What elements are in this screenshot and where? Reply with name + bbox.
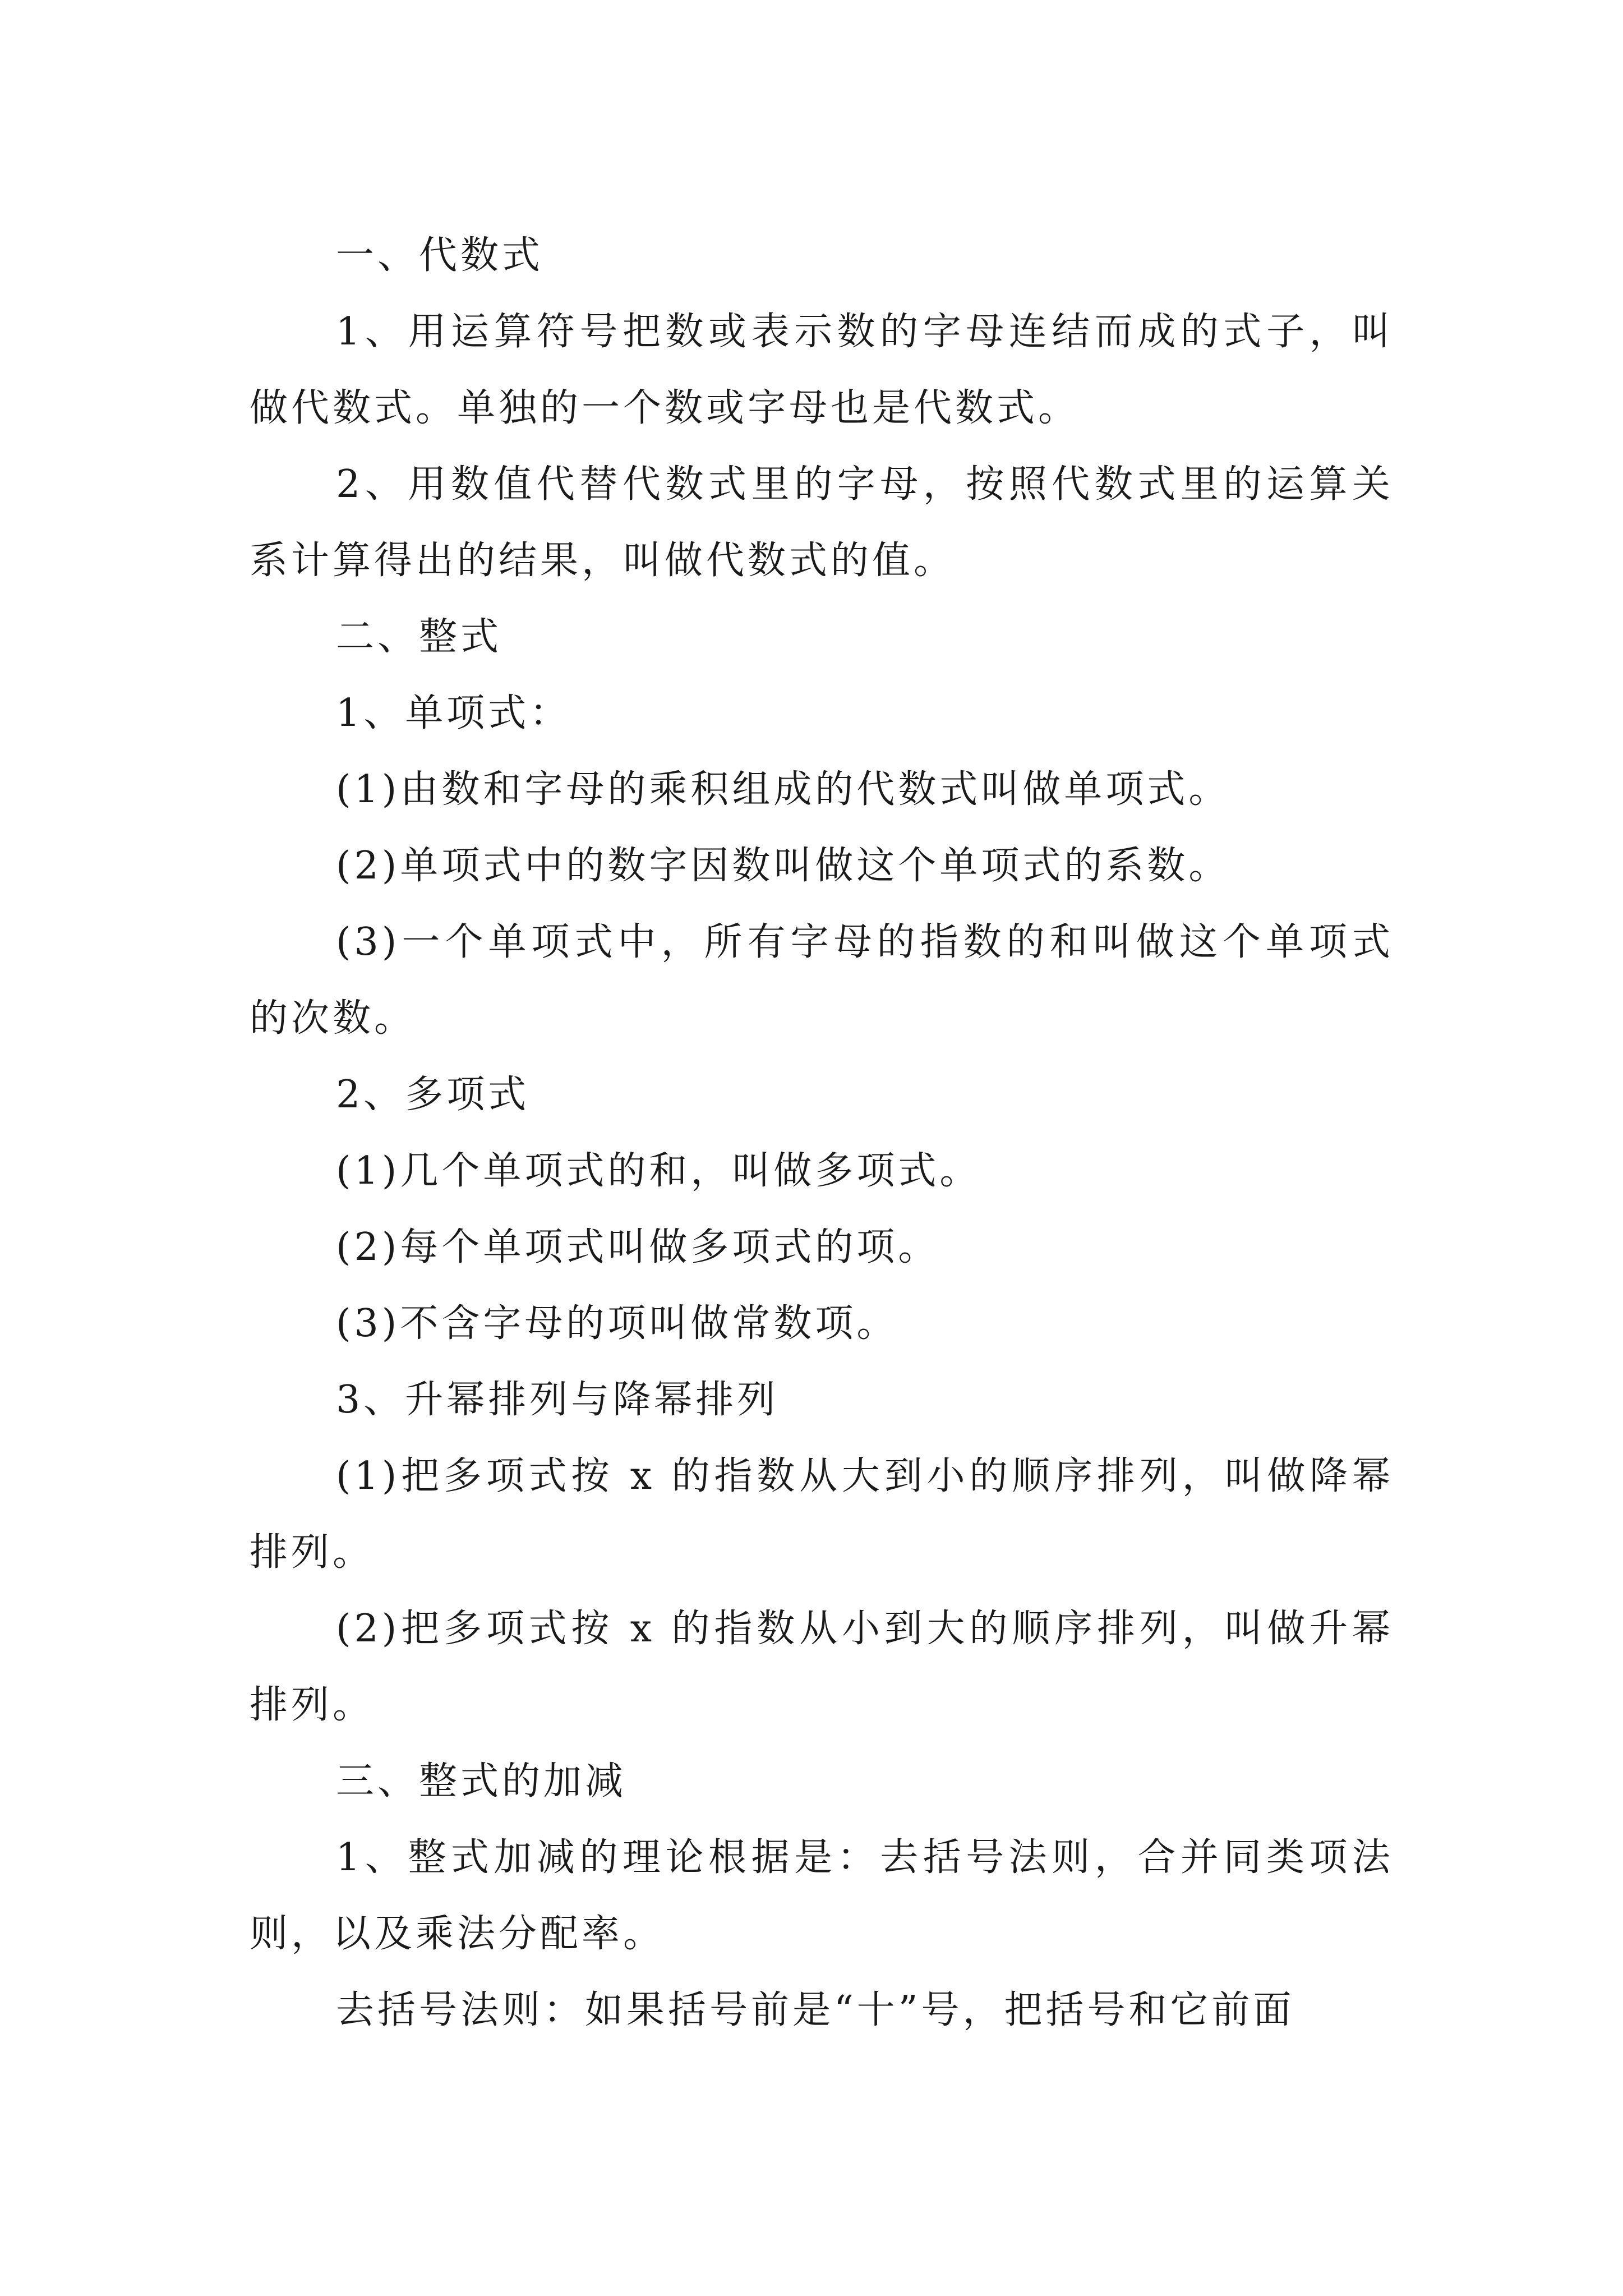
paragraph-bracket-rule: 去括号法则：如果括号前是“十”号，把括号和它前面 — [336, 1988, 1295, 2032]
document-body — [250, 218, 1394, 2049]
paragraph-definition-algebraic-expression: 1、用运算符号把数或表示数的字母连结而成的式子，叫做代数式。单独的一个数或字母也是代数式。 — [250, 310, 1394, 430]
list-item-monomial-2: (2)单项式中的数字因数叫做这个单项式的系数。 — [336, 844, 1230, 888]
list-item-polynomial-1: (1)几个单项式的和，叫做多项式。 — [336, 1149, 981, 1193]
subheading-ordering: 3、升幂排列与降幂排列 — [336, 1378, 779, 1422]
paragraph-theory-basis: 1、整式加减的理论根据是：去括号法则，合并同类项法则，以及乘法分配率。 — [250, 1835, 1394, 1956]
heading-addition-subtraction: 三、整式的加减 — [336, 1759, 627, 1803]
heading-algebraic-expression: 一、代数式 — [336, 233, 544, 278]
heading-integral-expression: 二、整式 — [336, 615, 502, 659]
list-item-monomial-1: (1)由数和字母的乘积组成的代数式叫做单项式。 — [336, 767, 1230, 812]
list-item-monomial-3: (3)一个单项式中，所有字母的指数的和叫做这个单项式的次数。 — [250, 920, 1394, 1041]
list-item-polynomial-3: (3)不含字母的项叫做常数项。 — [336, 1301, 898, 1346]
subheading-monomial: 1、单项式： — [336, 691, 571, 735]
paragraph-value-of-expression: 2、用数值代替代数式里的字母，按照代数式里的运算关系计算得出的结果，叫做代数式的值。 — [250, 462, 1394, 583]
subheading-polynomial: 2、多项式 — [336, 1073, 530, 1117]
list-item-ordering-1: (1)把多项式按 x 的指数从大到小的顺序排列，叫做降幂排列。 — [250, 1454, 1394, 1575]
list-item-polynomial-2: (2)每个单项式叫做多项式的项。 — [336, 1225, 940, 1269]
list-item-ordering-2: (2)把多项式按 x 的指数从小到大的顺序排列，叫做升幂排列。 — [250, 1607, 1394, 1727]
